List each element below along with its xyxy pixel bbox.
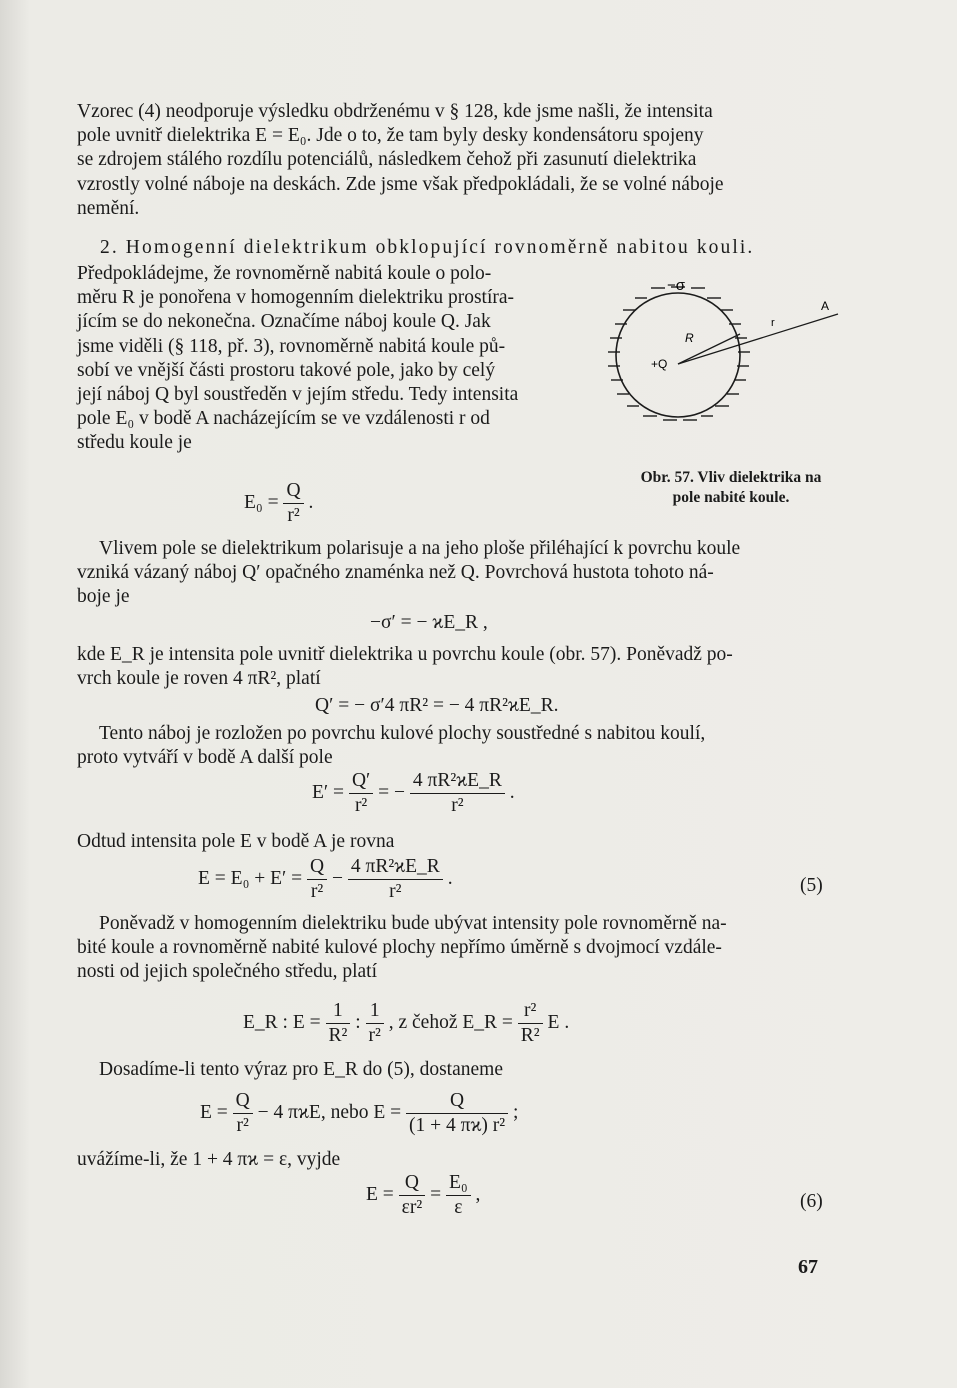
paragraph-1 <box>77 100 829 221</box>
text-line: vrch koule je roven 4 πR², platí <box>77 668 321 690</box>
paragraph-3 <box>77 537 829 610</box>
text-line: Tento náboj je rozložen po povrchu kulové plochy soustředné s nabitou koulí, <box>99 723 706 744</box>
text-line: boje je <box>77 586 130 608</box>
text-line: měru R je ponořena v homogenním dielektriku prostíra- <box>77 287 515 309</box>
text-line: uvážíme-li, že 1 + 4 πϰ = ε, vyjde <box>77 1149 341 1170</box>
label-charge: +Q <box>651 357 668 371</box>
text-line: středu koule je <box>77 432 192 454</box>
bound-charge-dashes <box>608 287 750 420</box>
text-line: pole uvnitř dielektrika E = E₀. Jde o to, že tam byly desky kondensátoru spojeny <box>77 125 704 147</box>
paragraph-2 <box>77 262 583 456</box>
text-line: sobí ve vnější části prostoru takové pole, jako by celý <box>77 359 496 381</box>
text-line: vzniká vázaný náboj Q′ opačného znaménka než Q. Povrchová hustota tohoto ná- <box>77 562 714 584</box>
page-number: 67 <box>798 1256 818 1278</box>
paragraph-5 <box>77 722 829 770</box>
equation-1: E₀ = $\frac{Q}{\text{r²}}$ . <box>244 480 314 526</box>
text-line: se zdrojem stálého rozdílu potenciálů, následkem čehož při zasunutí dielektrika <box>77 149 697 171</box>
equation-number-5: (5) <box>800 875 823 896</box>
equation-8: E = $\frac{Q}{\text{εr²}}$ = $\frac{\text{E₀}}{\varepsilon}$ , <box>366 1172 481 1218</box>
equation-number-6: (6) <box>800 1191 823 1212</box>
text-line: Předpokládejme, že rovnoměrně nabitá koule o polo- <box>77 263 492 284</box>
figure-caption: Obr. 57. Vliv dielektrika na pole nabité koule. <box>640 469 822 506</box>
text-line: Dosadíme-li tento výraz pro E_R do (5), dostaneme <box>99 1059 503 1080</box>
text-line: Vzorec (4) neodporuje výsledku obdrženému v § 128, kde jsme našli, že intensita <box>77 101 713 122</box>
text-line: pole E₀ v bodě A nacházejícím se ve vzdálenosti r od <box>77 408 490 430</box>
equation-3: Q′ = − σ′4 πR² = − 4 πR²ϰE_R. <box>315 695 559 716</box>
paragraph-9 <box>77 1148 829 1172</box>
figure-charged-sphere <box>595 276 845 436</box>
paragraph-6 <box>77 830 829 854</box>
text-line: Odtud intensita pole E v bodě A je rovna <box>77 831 395 852</box>
label-r: r <box>771 317 775 329</box>
text-line: Poněvadž v homogenním dielektriku bude ubývat intensity pole rovnoměrně na- <box>99 913 727 934</box>
equation-4: E′ = $\frac{Q'}{\text{r²}}$ = − $\frac{\text{4 πR²ϰE\_R}}{\text{r²}}$ . <box>312 770 515 816</box>
label-sigma: −σ <box>667 277 686 294</box>
text-line: jícím se do nekonečna. Označíme náboj koule Q. Jak <box>77 311 491 333</box>
equation-2: −σ′ = − ϰE_R , <box>370 612 488 633</box>
text-line: kde E_R je intensita pole uvnitř dielektrika u povrchu koule (obr. 57). Poněvadž po- <box>77 644 733 665</box>
text-line: nemění. <box>77 197 140 219</box>
equation-7: E = $\frac{Q}{\text{r²}}$ − 4 πϰE, nebo E = $\frac{Q}{\text{(1 + 4 πϰ) r²}}$ ; <box>200 1090 519 1136</box>
label-point-a: A <box>821 299 830 313</box>
text-line: jsme viděli (§ 118, př. 3), rovnoměrně nabitá koule pů- <box>77 335 506 357</box>
equation-5: E = E₀ + E′ = $\frac{Q}{\text{r²}}$ − $\frac{\text{4 πR²ϰE\_R}}{\text{r²}}$ . <box>198 856 453 902</box>
paragraph-4 <box>77 643 829 691</box>
text-line: její náboj Q byl soustředěn v jejím středu. Tedy intensita <box>77 384 519 406</box>
text-line: nosti od jejich společného středu, platí <box>77 961 378 983</box>
paragraph-7 <box>77 912 829 985</box>
distance-line <box>678 314 838 364</box>
section-heading: 2. Homogenní dielektrikum obklopující rovnoměrně nabitou kouli. <box>100 237 755 258</box>
text-line: proto vytváří v bodě A další pole <box>77 747 333 769</box>
sphere-outline <box>616 293 740 417</box>
paragraph-8 <box>99 1058 829 1082</box>
text-line: bité koule a rovnoměrně nabité kulové plochy nepřímo úměrně s dvojmocí vzdále- <box>77 937 722 959</box>
label-radius: R <box>685 331 694 345</box>
text-line: Vlivem pole se dielektrikum polarisuje a na jeho ploše přiléhající k povrchu koule <box>99 538 741 559</box>
text-line: vzrostly volné náboje na deskách. Zde jsme však předpokládali, že se volné náboje <box>77 173 724 195</box>
equation-6: E_R : E = $\frac{1}{\text{R²}}$ : $\frac{1}{\text{r²}}$ , z čehož E_R = $\frac{\text{r²}}{\text{R²}}$ E . <box>243 1000 570 1046</box>
